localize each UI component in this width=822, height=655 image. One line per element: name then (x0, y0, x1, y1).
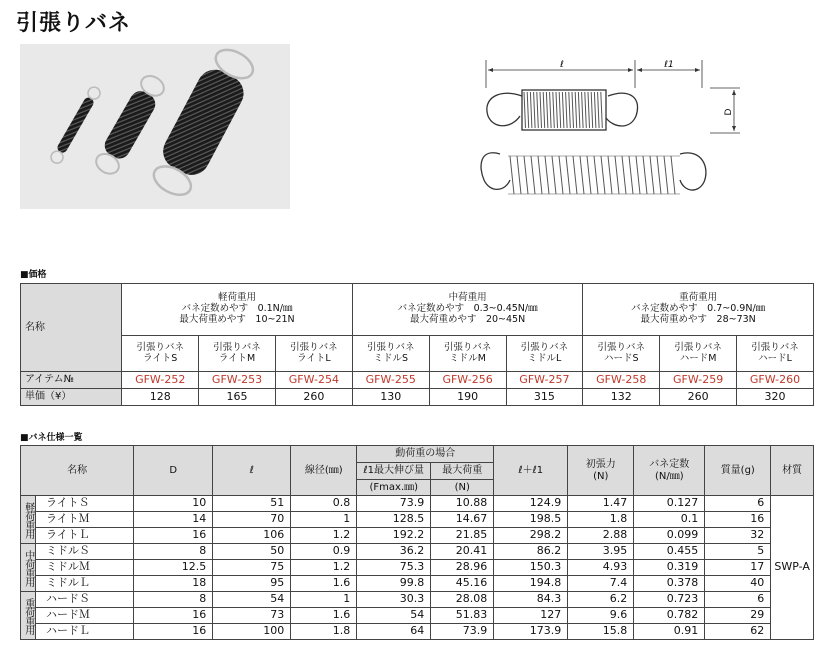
spec-table (20, 445, 814, 640)
spec-ext-cell: 64 (357, 624, 431, 640)
spec-ll1-cell: 150.3 (494, 560, 568, 576)
coil-turn (650, 156, 654, 194)
group-middle: 中荷重用 バネ定数めやす 0.3~0.45N/㎜ 最大荷重めやす 20~45N (352, 284, 583, 336)
spec-row (21, 512, 814, 528)
spec-l-cell: 106 (213, 528, 291, 544)
spec-load-cell: 28.08 (431, 592, 494, 608)
product-name: 引張りバネ ミドルS (352, 336, 429, 372)
coil-turn (510, 156, 514, 194)
product-name: 引張りバネ ミドルL (506, 336, 583, 372)
spec-k-cell: 0.91 (634, 624, 705, 640)
spec-mass-header: 質量(g) (705, 446, 771, 496)
spec-ll1-cell: 298.2 (494, 528, 568, 544)
coil-turn (629, 156, 633, 194)
spec-load-cell: 20.41 (431, 544, 494, 560)
spec-material-header: 材質 (771, 446, 814, 496)
spec-group-label: 重荷重用 (21, 592, 36, 640)
spec-dynamic-header: 動荷重の場合 (357, 446, 494, 463)
unit-price: 320 (737, 389, 814, 406)
spec-ll1-header: ℓ＋ℓ1 (494, 446, 568, 496)
spec-l-cell: 73 (213, 608, 291, 624)
spec-k-cell: 0.455 (634, 544, 705, 560)
page-title: 引張りバネ (16, 11, 132, 36)
spec-ext-cell: 36.2 (357, 544, 431, 560)
coil-turn (545, 156, 549, 194)
price-name-header: 名称 (21, 284, 122, 372)
spec-row-name: ミドルＳ (36, 544, 134, 560)
spec-ll1-cell: 173.9 (494, 624, 568, 640)
spec-init-cell: 2.88 (568, 528, 634, 544)
spec-mass-cell: 16 (705, 512, 771, 528)
spec-load-cell: 21.85 (431, 528, 494, 544)
spec-D-cell: 18 (134, 576, 213, 592)
spec-d-header: D (134, 446, 213, 496)
spec-ll1-cell: 198.5 (494, 512, 568, 528)
spec-k-cell: 0.378 (634, 576, 705, 592)
spec-row-name: ミドルＬ (36, 576, 134, 592)
spec-mass-cell: 29 (705, 608, 771, 624)
unit-price: 128 (122, 389, 199, 406)
unit-price: 260 (660, 389, 737, 406)
spec-load-cell: 28.96 (431, 560, 494, 576)
product-name: 引張りバネ ミドルM (429, 336, 506, 372)
spec-init-cell: 3.95 (568, 544, 634, 560)
spec-row-name: ハードＳ (36, 592, 134, 608)
spec-ll1-cell: 124.9 (494, 496, 568, 512)
price-label: 単価（¥） (21, 389, 122, 406)
spec-wire-header: 線径(㎜) (291, 446, 357, 496)
spec-row (21, 624, 814, 640)
spec-l-cell: 50 (213, 544, 291, 560)
spec-init-cell: 7.4 (568, 576, 634, 592)
spec-mass-cell: 6 (705, 592, 771, 608)
spec-D-cell: 12.5 (134, 560, 213, 576)
spec-wire-cell: 0.9 (291, 544, 357, 560)
product-name: 引張りバネ ライトL (275, 336, 352, 372)
spec-mass-cell: 6 (705, 496, 771, 512)
spec-mass-cell: 32 (705, 528, 771, 544)
item-code: GFW-259 (660, 372, 737, 389)
spec-k-cell: 0.723 (634, 592, 705, 608)
spec-mass-cell: 5 (705, 544, 771, 560)
spring-drawing (470, 58, 755, 208)
coil-turn (587, 156, 591, 194)
spec-k-cell: 0.782 (634, 608, 705, 624)
group-heavy: 重荷重用 バネ定数めやす 0.7~0.9N/㎜ 最大荷重めやす 28~73N (583, 284, 814, 336)
spec-k-header: バネ定数 (N/㎜) (634, 446, 705, 496)
spec-row (21, 560, 814, 576)
coil-turn (657, 156, 661, 194)
unit-price: 190 (429, 389, 506, 406)
spec-ll1-cell: 86.2 (494, 544, 568, 560)
product-name: 引張りバネ ハードS (583, 336, 660, 372)
spec-D-cell: 8 (134, 544, 213, 560)
spec-D-cell: 16 (134, 624, 213, 640)
spec-maxext-header: ℓ1最大伸び量 (357, 463, 431, 480)
spec-name-header: 名称 (21, 446, 134, 496)
spec-init-cell: 9.6 (568, 608, 634, 624)
spec-ext-cell: 192.2 (357, 528, 431, 544)
coil-turn (566, 156, 570, 194)
item-code: GFW-254 (275, 372, 352, 389)
spec-D-cell: 14 (134, 512, 213, 528)
spec-ext-cell: 73.9 (357, 496, 431, 512)
spec-D-cell: 16 (134, 528, 213, 544)
item-code: GFW-252 (122, 372, 199, 389)
item-label: アイテム№ (21, 372, 122, 389)
spec-heading: ■バネ仕様一覧 (20, 433, 83, 443)
spec-wire-cell: 1 (291, 512, 357, 528)
spec-wire-cell: 1.2 (291, 528, 357, 544)
coil-turn (594, 156, 598, 194)
product-photo (20, 44, 290, 209)
d-label: D (724, 108, 734, 116)
spec-row-name: ハードＭ (36, 608, 134, 624)
spec-row (21, 592, 814, 608)
spec-ext-cell: 30.3 (357, 592, 431, 608)
spec-mass-cell: 40 (705, 576, 771, 592)
unit-price: 165 (199, 389, 276, 406)
spec-k-cell: 0.1 (634, 512, 705, 528)
coil-turn (524, 156, 528, 194)
spec-l-cell: 54 (213, 592, 291, 608)
spec-wire-cell: 1 (291, 592, 357, 608)
spec-row (21, 496, 814, 512)
coil-turn (531, 156, 535, 194)
product-name: 引張りバネ ライトS (122, 336, 199, 372)
spec-wire-cell: 1.6 (291, 576, 357, 592)
spec-group-label: 中荷重用 (21, 544, 36, 592)
spec-load-cell: 10.88 (431, 496, 494, 512)
spec-row-name: ライトＳ (36, 496, 134, 512)
spec-mass-cell: 17 (705, 560, 771, 576)
coil-turn (608, 156, 612, 194)
spec-ll1-cell: 194.8 (494, 576, 568, 592)
coil-turn (615, 156, 619, 194)
spec-wire-cell: 1.8 (291, 624, 357, 640)
spec-row-name: ハードＬ (36, 624, 134, 640)
coil-turn (517, 156, 521, 194)
spec-maxload-unit: (N) (431, 480, 494, 496)
spec-l-header: ℓ (213, 446, 291, 496)
unit-price: 260 (275, 389, 352, 406)
springs-photo (20, 44, 290, 209)
spec-row-name: ライトＬ (36, 528, 134, 544)
spec-mass-cell: 62 (705, 624, 771, 640)
spec-maxload-header: 最大荷重 (431, 463, 494, 480)
spec-row (21, 544, 814, 560)
spec-maxext-unit: (Fmax.㎜) (357, 480, 431, 496)
spec-init-cell: 1.8 (568, 512, 634, 528)
unit-price: 315 (506, 389, 583, 406)
spec-init-cell: 4.93 (568, 560, 634, 576)
spec-wire-cell: 1.6 (291, 608, 357, 624)
spec-l-cell: 70 (213, 512, 291, 528)
spec-k-cell: 0.127 (634, 496, 705, 512)
product-name: 引張りバネ ハードL (737, 336, 814, 372)
spec-ext-cell: 99.8 (357, 576, 431, 592)
spec-l-cell: 51 (213, 496, 291, 512)
price-table (20, 283, 814, 406)
spec-l-cell: 95 (213, 576, 291, 592)
coil-turn (538, 156, 542, 194)
spec-load-cell: 45.16 (431, 576, 494, 592)
spec-ext-cell: 128.5 (357, 512, 431, 528)
coil-turn (580, 156, 584, 194)
spec-row-name: ミドルＭ (36, 560, 134, 576)
unit-price: 132 (583, 389, 660, 406)
coil-turn (573, 156, 577, 194)
item-code: GFW-257 (506, 372, 583, 389)
price-heading: ■価格 (20, 270, 47, 280)
group-light: 軽荷重用 バネ定数めやす 0.1N/㎜ 最大荷重めやす 10~21N (122, 284, 353, 336)
coil-turn (559, 156, 563, 194)
coil-turn (671, 156, 675, 194)
spec-ext-cell: 75.3 (357, 560, 431, 576)
spec-ll1-cell: 84.3 (494, 592, 568, 608)
coil-turn (636, 156, 640, 194)
spec-D-cell: 10 (134, 496, 213, 512)
coil-turn (622, 156, 626, 194)
spec-load-cell: 14.67 (431, 512, 494, 528)
spec-ll1-cell: 127 (494, 608, 568, 624)
spec-load-cell: 73.9 (431, 624, 494, 640)
spec-init-cell: 15.8 (568, 624, 634, 640)
spec-k-cell: 0.099 (634, 528, 705, 544)
spec-load-cell: 51.83 (431, 608, 494, 624)
spec-init-cell: 6.2 (568, 592, 634, 608)
item-code: GFW-256 (429, 372, 506, 389)
spec-group-label: 軽荷重用 (21, 496, 36, 544)
dimension-drawing (470, 58, 755, 208)
item-code: GFW-253 (199, 372, 276, 389)
spec-k-cell: 0.319 (634, 560, 705, 576)
spec-D-cell: 8 (134, 592, 213, 608)
unit-price: 130 (352, 389, 429, 406)
coil-turn (601, 156, 605, 194)
spec-row (21, 576, 814, 592)
item-code: GFW-258 (583, 372, 660, 389)
spec-init-header: 初張力 (N) (568, 446, 634, 496)
l-label: ℓ (560, 60, 564, 70)
spec-l-cell: 100 (213, 624, 291, 640)
item-code: GFW-255 (352, 372, 429, 389)
spec-row (21, 528, 814, 544)
coil-turn (643, 156, 647, 194)
product-name: 引張りバネ ライトM (199, 336, 276, 372)
coil-turn (552, 156, 556, 194)
spec-wire-cell: 0.8 (291, 496, 357, 512)
item-code: GFW-260 (737, 372, 814, 389)
spec-init-cell: 1.47 (568, 496, 634, 512)
spec-row (21, 608, 814, 624)
spec-ext-cell: 54 (357, 608, 431, 624)
spec-wire-cell: 1.2 (291, 560, 357, 576)
spec-D-cell: 16 (134, 608, 213, 624)
spec-row-name: ライトＭ (36, 512, 134, 528)
l1-label: ℓ1 (664, 60, 674, 70)
product-name: 引張りバネ ハードM (660, 336, 737, 372)
spec-l-cell: 75 (213, 560, 291, 576)
material-cell: SWP-A (771, 496, 814, 640)
coil-turn (664, 156, 668, 194)
